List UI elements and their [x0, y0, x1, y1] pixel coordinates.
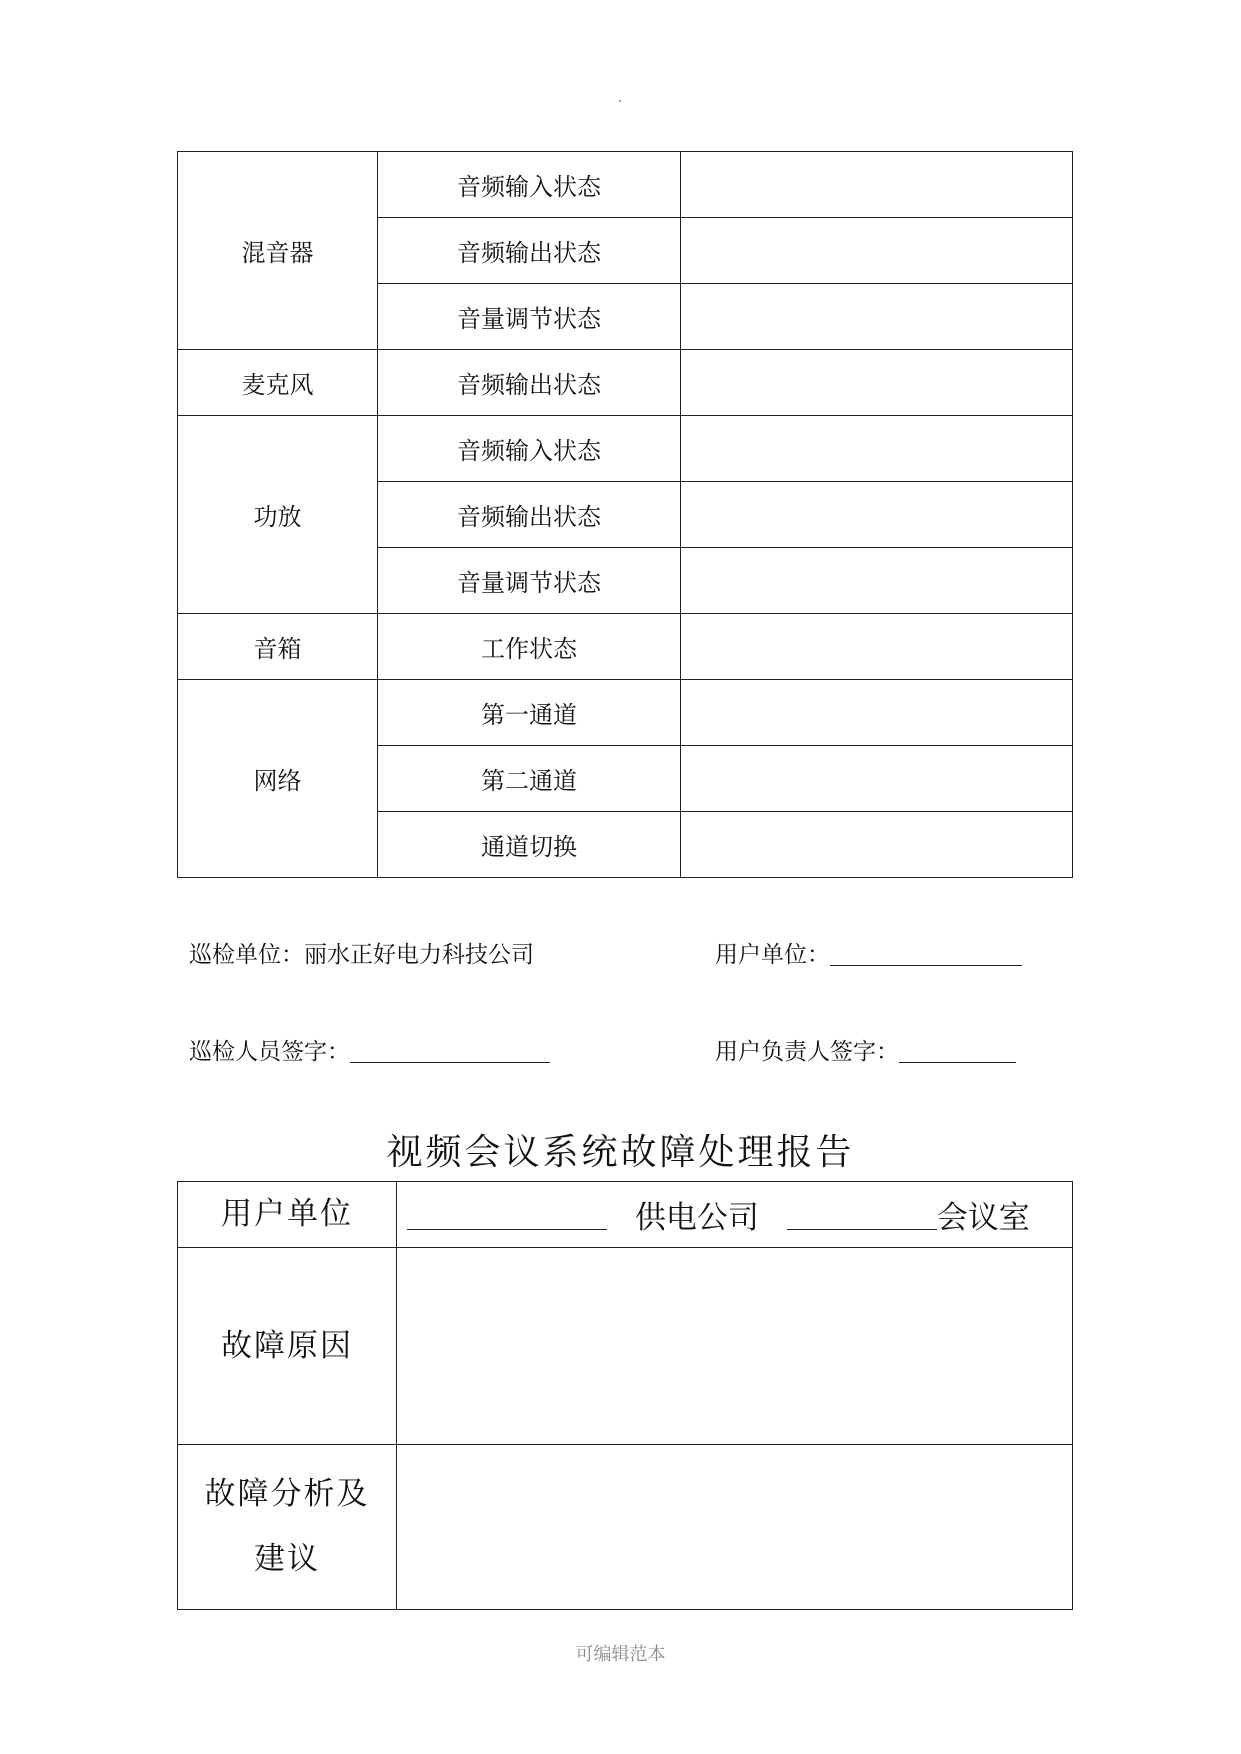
- status-cell[interactable]: [681, 548, 1073, 614]
- device-cell: 网络: [178, 680, 378, 878]
- item-cell: 音频输出状态: [378, 350, 681, 416]
- table-row: [178, 614, 1073, 680]
- fault-cause-field[interactable]: [397, 1248, 1073, 1445]
- status-cell[interactable]: [681, 614, 1073, 680]
- status-cell[interactable]: [681, 812, 1073, 878]
- item-cell: 第一通道: [378, 680, 681, 746]
- fault-analysis-key-line1: 故障分析及: [204, 1476, 370, 1512]
- fault-analysis-field[interactable]: [397, 1445, 1073, 1610]
- device-cell: 混音器: [178, 152, 378, 350]
- status-cell[interactable]: [681, 284, 1073, 350]
- status-cell[interactable]: [681, 482, 1073, 548]
- item-cell: 音频输出状态: [378, 218, 681, 284]
- fault-report-table: [177, 1181, 1073, 1610]
- device-cell: 音箱: [178, 614, 378, 680]
- user-manager-sign: [715, 1033, 1016, 1066]
- item-cell: 通道切换: [378, 812, 681, 878]
- status-cell[interactable]: [681, 416, 1073, 482]
- user-manager-sign-label: 用户负责人签字：: [715, 1039, 899, 1065]
- user-unit-key: 用户单位: [178, 1182, 397, 1248]
- item-cell: 音频输入状态: [378, 152, 681, 218]
- table-row: [178, 1182, 1073, 1248]
- fault-cause-key: 故障原因: [178, 1248, 397, 1445]
- table-row: [178, 1445, 1073, 1610]
- power-company-label: 供电公司: [634, 1200, 759, 1236]
- footer-text: 可编辑范本: [575, 1644, 666, 1665]
- item-cell: 音频输出状态: [378, 482, 681, 548]
- user-unit-label: 用户单位：: [715, 942, 830, 968]
- table-row: [178, 1248, 1073, 1445]
- meeting-room-label: 会议室: [936, 1200, 1030, 1236]
- item-cell: 音量调节状态: [378, 548, 681, 614]
- table-row: [178, 350, 1073, 416]
- item-cell: 音量调节状态: [378, 284, 681, 350]
- user-unit-field[interactable]: [830, 943, 1022, 966]
- status-cell[interactable]: [681, 680, 1073, 746]
- user-unit: [715, 936, 1022, 969]
- item-cell: 工作状态: [378, 614, 681, 680]
- status-cell[interactable]: [681, 746, 1073, 812]
- device-cell: 麦克风: [178, 350, 378, 416]
- user-unit-value: [397, 1182, 1073, 1248]
- item-cell: 音频输入状态: [378, 416, 681, 482]
- status-cell[interactable]: [681, 152, 1073, 218]
- table-row: [178, 152, 1073, 218]
- header-dot: [619, 100, 621, 102]
- status-cell[interactable]: [681, 218, 1073, 284]
- inspection-unit-label: 巡检单位：丽水正好电力科技公司: [189, 942, 534, 968]
- inspector-sign: [189, 1033, 550, 1066]
- inspector-sign-field[interactable]: [350, 1040, 550, 1063]
- device-cell: 功放: [178, 416, 378, 614]
- inspector-sign-label: 巡检人员签字：: [189, 1039, 350, 1065]
- item-cell: 第二通道: [378, 746, 681, 812]
- inspection-unit: [189, 936, 534, 969]
- fault-analysis-key: [178, 1445, 397, 1610]
- inspection-table: [177, 151, 1073, 878]
- power-company-field[interactable]: [407, 1199, 607, 1230]
- status-cell[interactable]: [681, 350, 1073, 416]
- report-title: 视频会议系统故障处理报告: [386, 1132, 855, 1173]
- table-row: [178, 416, 1073, 482]
- fault-analysis-key-line2: 建议: [254, 1541, 320, 1577]
- table-row: [178, 680, 1073, 746]
- meeting-room-field[interactable]: [787, 1199, 937, 1230]
- user-manager-sign-field[interactable]: [899, 1040, 1016, 1063]
